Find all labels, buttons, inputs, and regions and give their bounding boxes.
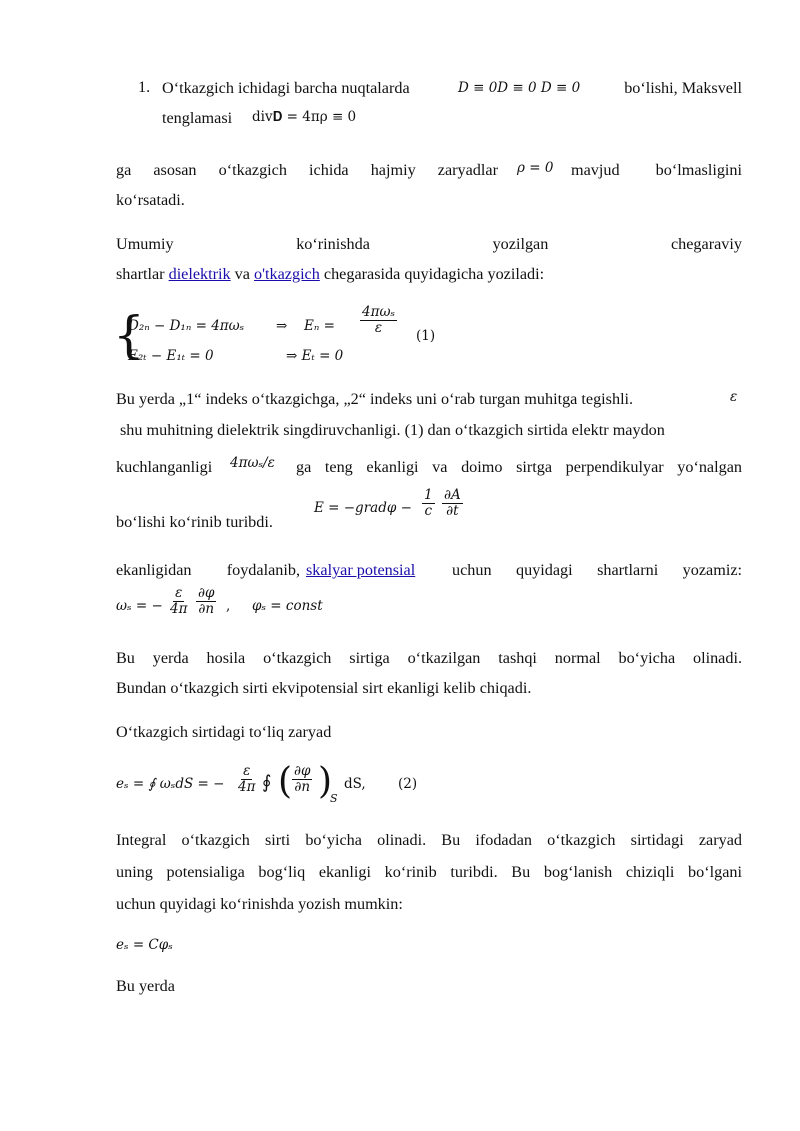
para2-text-b: va bbox=[230, 265, 254, 283]
eq-omega-comma: , bbox=[226, 598, 231, 614]
eq2-lhs: eₛ = ∮ ωₛdS = − bbox=[116, 776, 225, 792]
para4-line1-a bbox=[116, 560, 300, 580]
eq1-row1-lhs: Eₙ = bbox=[304, 318, 335, 334]
math-rho-zero: ρ = 0 bbox=[517, 160, 554, 176]
frac2-den: ∂t bbox=[446, 503, 459, 519]
eq1-label: (1) bbox=[416, 328, 436, 344]
eq2-subscript: S bbox=[330, 792, 338, 805]
para2-line2 bbox=[116, 264, 742, 284]
para4-line1-b bbox=[452, 560, 742, 580]
word: yozamiz: bbox=[682, 561, 742, 579]
para2-line1 bbox=[116, 234, 742, 254]
word: Umumiy bbox=[116, 235, 174, 253]
eq-omega-frac1 bbox=[168, 586, 189, 617]
para3-line3-pre: kuchlanganligi bbox=[116, 458, 213, 476]
eq1-numerator: 4πωₛ bbox=[362, 304, 396, 320]
word: ekanligidan bbox=[116, 561, 192, 579]
math-field-fraction: 4πωₛ/ε bbox=[230, 455, 275, 471]
eq-field-frac1 bbox=[422, 488, 435, 519]
eq2-tail: dS, bbox=[344, 776, 366, 792]
eq2-partial bbox=[292, 764, 312, 795]
frac2-num: ∂A bbox=[444, 487, 461, 503]
word: foydalanib, bbox=[226, 561, 300, 579]
para3-line4: bo‘lishi ko‘rinib turibdi. bbox=[116, 513, 273, 531]
eq2-contour-integral: ∮ bbox=[262, 772, 272, 793]
para3-line3-post: ga teng ekanligi va doimo sirtga perpendikulyar yo‘nalgan bbox=[296, 458, 742, 476]
eq3-charge-capacitance: eₛ = Cφₛ bbox=[116, 937, 173, 953]
eq1-denominator: ε bbox=[374, 320, 383, 336]
para1-line2: ko‘rsatadi. bbox=[116, 191, 185, 209]
word: quyidagi bbox=[516, 561, 573, 579]
eq1-row1-left: D₂ₙ − D₁ₙ = 4πωₛ bbox=[128, 318, 245, 334]
para7-line1: Integral o‘tkazgich sirti bo‘yicha olinadi. Bu ifodadan o‘tkazgich sirtidagi zaryad bbox=[116, 831, 742, 849]
word: mavjud bbox=[571, 161, 620, 179]
eq2-paren-right: ) bbox=[318, 761, 333, 802]
word: bo‘lmasligini bbox=[655, 161, 742, 179]
frac1-den: c bbox=[424, 503, 433, 519]
eq1-row2-left: E₂ₜ − E₁ₜ = 0 bbox=[128, 348, 214, 364]
omega-frac1-den: 4π bbox=[170, 601, 188, 617]
eq2-fraction bbox=[236, 764, 257, 795]
link-dielektrik[interactable]: dielektrik bbox=[168, 265, 231, 283]
para2-text-c: chegarasida quyidagicha yoziladi: bbox=[319, 265, 545, 283]
word: zaryadlar bbox=[437, 161, 498, 179]
para7-line3: uchun quyidagi ko‘rinishda yozish mumkin: bbox=[116, 895, 403, 913]
para3-line2: shu muhitning dielektrik singdiruvchanligi. (1) dan o‘tkazgich sirtida elektr maydon bbox=[120, 421, 665, 439]
eq-field-lhs: E = −gradφ − bbox=[314, 500, 412, 516]
word: hajmiy bbox=[370, 161, 416, 179]
eq2-label: (2) bbox=[398, 776, 418, 792]
para5-line1: Bu yerda hosila o‘tkazgich sirtiga o‘tkazilgan tashqi normal bo‘yicha olinadi. bbox=[116, 649, 742, 667]
word: yozilgan bbox=[492, 235, 549, 253]
eq2-partial-num: ∂φ bbox=[294, 763, 311, 779]
word: o‘tkazgich bbox=[218, 161, 287, 179]
omega-frac2-den: ∂n bbox=[198, 601, 215, 617]
eq2-frac-num: ε bbox=[243, 763, 251, 779]
para1-line1-a bbox=[116, 160, 498, 180]
para7-line2: uning potensialiga bog‘liq ekanligi ko‘rinib turibdi. Bu bog‘lanish chiziqli bo‘lgani bbox=[116, 863, 742, 881]
math-divergence: div𝐃 = 4πρ ≡ 0 bbox=[252, 109, 357, 125]
eq1-fraction bbox=[360, 305, 397, 336]
link-skalyar-potensial[interactable]: skalyar potensial bbox=[306, 561, 416, 579]
frac1-num: 1 bbox=[424, 487, 433, 503]
para8-line1: Bu yerda bbox=[116, 977, 175, 995]
item1-text-pre: O‘tkazgich ichidagi barcha nuqtalarda bbox=[162, 79, 410, 97]
para2-text-a: shartlar bbox=[116, 265, 169, 283]
left-brace: { bbox=[113, 306, 145, 364]
item1-line2-pre: tenglamasi bbox=[162, 109, 233, 127]
para6-line1: O‘tkazgich sirtidagi to‘liq zaryad bbox=[116, 723, 332, 741]
math-epsilon: ε bbox=[730, 389, 738, 405]
para5-line2: Bundan o‘tkazgich sirti ekvipotensial sirt ekanligi kelib chiqadi. bbox=[116, 679, 532, 697]
eq-omega-lhs: ωₛ = − bbox=[116, 598, 163, 614]
math-d-zero: D ≡ 0D ≡ 0 D ≡ 0 bbox=[458, 80, 581, 96]
word: asosan bbox=[153, 161, 197, 179]
eq-omega-frac2 bbox=[196, 586, 216, 617]
word: shartlarni bbox=[597, 561, 659, 579]
eq2-paren-left: ( bbox=[278, 761, 293, 802]
word: chegaraviy bbox=[670, 235, 742, 253]
eq2-partial-den: ∂n bbox=[294, 779, 311, 795]
para3-line1: Bu yerda „1“ indeks o‘tkazgichga, „2“ indeks uni o‘rab turgan muhitga tegishli. bbox=[116, 390, 634, 408]
word: ichida bbox=[309, 161, 349, 179]
word: ko‘rinishda bbox=[296, 235, 370, 253]
para1-line1-b bbox=[571, 160, 742, 180]
word: uchun bbox=[452, 561, 492, 579]
omega-frac1-num: ε bbox=[175, 585, 183, 601]
eq2-frac-den: 4π bbox=[238, 779, 256, 795]
eq-field-frac2 bbox=[442, 488, 463, 519]
list-number: 1. bbox=[138, 78, 151, 96]
eq1-row2-right: ⇒ Eₜ = 0 bbox=[286, 348, 344, 364]
item1-text-post: bo‘lishi, Maksvell bbox=[624, 79, 742, 97]
link-otkazgich[interactable]: o'tkazgich bbox=[254, 265, 320, 283]
omega-frac2-num: ∂φ bbox=[198, 585, 215, 601]
eq1-row1-arrow: ⇒ bbox=[276, 318, 288, 334]
eq-phi-const: φₛ = const bbox=[252, 598, 323, 614]
word: ga bbox=[116, 161, 132, 179]
